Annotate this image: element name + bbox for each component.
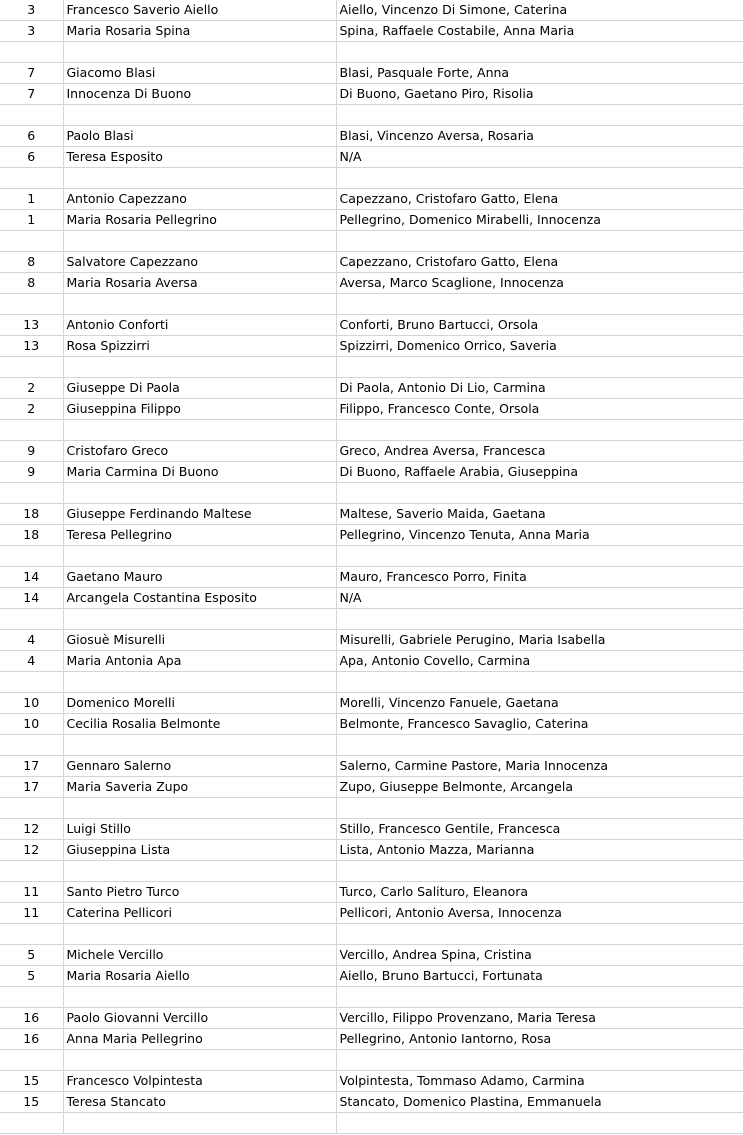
cell-number[interactable]: 13	[0, 336, 63, 357]
cell-parents[interactable]: Pellegrino, Antonio Iantorno, Rosa	[336, 1029, 743, 1050]
cell-number[interactable]	[0, 924, 63, 945]
table-row	[0, 420, 743, 441]
cell-parents[interactable]	[336, 546, 743, 567]
cell-number[interactable]	[0, 546, 63, 567]
cell-parents[interactable]	[336, 294, 743, 315]
table-row	[0, 693, 743, 714]
cell-number[interactable]: 18	[0, 504, 63, 525]
cell-name[interactable]: Antonio Capezzano	[63, 189, 336, 210]
cell-name[interactable]: Teresa Esposito	[63, 147, 336, 168]
cell-name[interactable]	[63, 357, 336, 378]
cell-parents[interactable]: Zupo, Giuseppe Belmonte, Arcangela	[336, 777, 743, 798]
table-row	[0, 294, 743, 315]
cell-name[interactable]: Paolo Giovanni Vercillo	[63, 1008, 336, 1029]
cell-number[interactable]: 14	[0, 588, 63, 609]
cell-parents[interactable]: Apa, Antonio Covello, Carmina	[336, 651, 743, 672]
cell-name[interactable]: Paolo Blasi	[63, 126, 336, 147]
cell-parents[interactable]: Stillo, Francesco Gentile, Francesca	[336, 819, 743, 840]
cell-parents[interactable]	[336, 609, 743, 630]
cell-name[interactable]: Maria Rosaria Spina	[63, 21, 336, 42]
cell-parents[interactable]: Vercillo, Andrea Spina, Cristina	[336, 945, 743, 966]
cell-name[interactable]: Anna Maria Pellegrino	[63, 1029, 336, 1050]
cell-parents[interactable]	[336, 987, 743, 1008]
table-row	[0, 126, 743, 147]
cell-number[interactable]: 2	[0, 399, 63, 420]
cell-parents[interactable]: Lista, Antonio Mazza, Marianna	[336, 840, 743, 861]
table-row	[0, 756, 743, 777]
cell-parents[interactable]: Aversa, Marco Scaglione, Innocenza	[336, 273, 743, 294]
cell-name[interactable]	[63, 294, 336, 315]
cell-name[interactable]: Rosa Spizzirri	[63, 336, 336, 357]
table-row	[0, 882, 743, 903]
cell-name[interactable]	[63, 1050, 336, 1071]
table-row	[0, 567, 743, 588]
cell-number[interactable]: 10	[0, 714, 63, 735]
table-row	[0, 1008, 743, 1029]
cell-name[interactable]: Cristofaro Greco	[63, 441, 336, 462]
cell-number[interactable]: 4	[0, 651, 63, 672]
cell-number[interactable]: 6	[0, 147, 63, 168]
cell-parents[interactable]: Blasi, Pasquale Forte, Anna	[336, 63, 743, 84]
cell-number[interactable]: 4	[0, 630, 63, 651]
cell-name[interactable]: Maria Carmina Di Buono	[63, 462, 336, 483]
cell-parents[interactable]: Pellegrino, Vincenzo Tenuta, Anna Maria	[336, 525, 743, 546]
cell-number[interactable]	[0, 1113, 63, 1134]
cell-name[interactable]: Caterina Pellicori	[63, 903, 336, 924]
cell-parents[interactable]	[336, 1050, 743, 1071]
cell-name[interactable]: Maria Rosaria Aiello	[63, 966, 336, 987]
table-row	[0, 105, 743, 126]
cell-parents[interactable]	[336, 105, 743, 126]
cell-name[interactable]: Maria Saveria Zupo	[63, 777, 336, 798]
cell-parents[interactable]: Vercillo, Filippo Provenzano, Maria Teresa	[336, 1008, 743, 1029]
cell-parents[interactable]: Stancato, Domenico Plastina, Emmanuela	[336, 1092, 743, 1113]
cell-number[interactable]: 1	[0, 189, 63, 210]
cell-parents[interactable]	[336, 735, 743, 756]
cell-name[interactable]: Giosuè Misurelli	[63, 630, 336, 651]
cell-number[interactable]: 9	[0, 441, 63, 462]
cell-name[interactable]: Luigi Stillo	[63, 819, 336, 840]
table-row	[0, 315, 743, 336]
cell-number[interactable]: 11	[0, 903, 63, 924]
cell-number[interactable]: 3	[0, 21, 63, 42]
cell-number[interactable]: 17	[0, 777, 63, 798]
cell-name[interactable]: Salvatore Capezzano	[63, 252, 336, 273]
table-row	[0, 735, 743, 756]
cell-name[interactable]	[63, 609, 336, 630]
cell-parents[interactable]: Greco, Andrea Aversa, Francesca	[336, 441, 743, 462]
cell-parents[interactable]	[336, 168, 743, 189]
cell-parents[interactable]	[336, 42, 743, 63]
cell-parents[interactable]	[336, 1113, 743, 1134]
cell-parents[interactable]: N/A	[336, 588, 743, 609]
cell-name[interactable]: Maria Antonia Apa	[63, 651, 336, 672]
table-row	[0, 399, 743, 420]
cell-number[interactable]: 16	[0, 1008, 63, 1029]
cell-number[interactable]: 5	[0, 966, 63, 987]
cell-parents[interactable]: Salerno, Carmine Pastore, Maria Innocenza	[336, 756, 743, 777]
cell-number[interactable]	[0, 798, 63, 819]
table-row	[0, 63, 743, 84]
table-row	[0, 336, 743, 357]
cell-number[interactable]	[0, 735, 63, 756]
cell-number[interactable]	[0, 1050, 63, 1071]
table-row	[0, 441, 743, 462]
table-row	[0, 1029, 743, 1050]
cell-number[interactable]: 14	[0, 567, 63, 588]
cell-parents[interactable]	[336, 483, 743, 504]
cell-name[interactable]: Gaetano Mauro	[63, 567, 336, 588]
cell-parents[interactable]	[336, 861, 743, 882]
cell-parents[interactable]: Turco, Carlo Salituro, Eleanora	[336, 882, 743, 903]
cell-name[interactable]: Francesco Volpintesta	[63, 1071, 336, 1092]
table-row	[0, 42, 743, 63]
cell-name[interactable]	[63, 168, 336, 189]
cell-name[interactable]: Domenico Morelli	[63, 693, 336, 714]
cell-number[interactable]: 8	[0, 252, 63, 273]
cell-parents[interactable]: Filippo, Francesco Conte, Orsola	[336, 399, 743, 420]
cell-name[interactable]	[63, 798, 336, 819]
cell-name[interactable]: Cecilia Rosalia Belmonte	[63, 714, 336, 735]
cell-parents[interactable]	[336, 231, 743, 252]
table-row	[0, 210, 743, 231]
cell-number[interactable]	[0, 420, 63, 441]
cell-parents[interactable]: Pellicori, Antonio Aversa, Innocenza	[336, 903, 743, 924]
cell-parents[interactable]: Spina, Raffaele Costabile, Anna Maria	[336, 21, 743, 42]
cell-parents[interactable]: Blasi, Vincenzo Aversa, Rosaria	[336, 126, 743, 147]
table-row	[0, 525, 743, 546]
cell-name[interactable]: Santo Pietro Turco	[63, 882, 336, 903]
cell-parents[interactable]: Volpintesta, Tommaso Adamo, Carmina	[336, 1071, 743, 1092]
cell-parents[interactable]: Morelli, Vincenzo Fanuele, Gaetana	[336, 693, 743, 714]
cell-parents[interactable]: Di Buono, Gaetano Piro, Risolia	[336, 84, 743, 105]
cell-number[interactable]	[0, 294, 63, 315]
cell-number[interactable]: 12	[0, 819, 63, 840]
cell-parents[interactable]	[336, 924, 743, 945]
cell-number[interactable]: 3	[0, 0, 63, 21]
cell-number[interactable]: 15	[0, 1071, 63, 1092]
table-row	[0, 861, 743, 882]
cell-name[interactable]	[63, 546, 336, 567]
table-row	[0, 1113, 743, 1134]
table-row	[0, 609, 743, 630]
table-row	[0, 819, 743, 840]
table-row	[0, 966, 743, 987]
cell-number[interactable]	[0, 168, 63, 189]
table-row	[0, 147, 743, 168]
table-row	[0, 798, 743, 819]
cell-number[interactable]	[0, 609, 63, 630]
table-row	[0, 252, 743, 273]
cell-number[interactable]: 12	[0, 840, 63, 861]
cell-parents[interactable]: Aiello, Vincenzo Di Simone, Caterina	[336, 0, 743, 21]
table-row	[0, 231, 743, 252]
cell-number[interactable]: 13	[0, 315, 63, 336]
cell-parents[interactable]: N/A	[336, 147, 743, 168]
cell-name[interactable]	[63, 1113, 336, 1134]
table-row	[0, 378, 743, 399]
cell-number[interactable]	[0, 357, 63, 378]
table-row	[0, 672, 743, 693]
table-row	[0, 21, 743, 42]
cell-parents[interactable]: Capezzano, Cristofaro Gatto, Elena	[336, 189, 743, 210]
table-row	[0, 777, 743, 798]
cell-parents[interactable]	[336, 798, 743, 819]
cell-number[interactable]: 18	[0, 525, 63, 546]
cell-name[interactable]: Teresa Pellegrino	[63, 525, 336, 546]
cell-number[interactable]: 9	[0, 462, 63, 483]
cell-name[interactable]	[63, 105, 336, 126]
cell-number[interactable]: 16	[0, 1029, 63, 1050]
table-row	[0, 1071, 743, 1092]
cell-name[interactable]: Antonio Conforti	[63, 315, 336, 336]
cell-name[interactable]	[63, 735, 336, 756]
cell-number[interactable]	[0, 672, 63, 693]
table-row	[0, 987, 743, 1008]
table-row	[0, 168, 743, 189]
cell-parents[interactable]: Di Paola, Antonio Di Lio, Carmina	[336, 378, 743, 399]
cell-name[interactable]	[63, 231, 336, 252]
cell-parents[interactable]: Spizzirri, Domenico Orrico, Saveria	[336, 336, 743, 357]
cell-number[interactable]	[0, 231, 63, 252]
cell-name[interactable]: Giacomo Blasi	[63, 63, 336, 84]
table-row	[0, 630, 743, 651]
cell-parents[interactable]	[336, 357, 743, 378]
cell-number[interactable]	[0, 483, 63, 504]
cell-name[interactable]	[63, 483, 336, 504]
cell-parents[interactable]: Belmonte, Francesco Savaglio, Caterina	[336, 714, 743, 735]
table-row	[0, 1092, 743, 1113]
cell-name[interactable]	[63, 987, 336, 1008]
cell-name[interactable]: Giuseppina Filippo	[63, 399, 336, 420]
cell-parents[interactable]: Di Buono, Raffaele Arabia, Giuseppina	[336, 462, 743, 483]
cell-number[interactable]: 17	[0, 756, 63, 777]
table-row	[0, 84, 743, 105]
cell-number[interactable]	[0, 42, 63, 63]
cell-parents[interactable]: Capezzano, Cristofaro Gatto, Elena	[336, 252, 743, 273]
cell-name[interactable]: Giuseppe Di Paola	[63, 378, 336, 399]
cell-number[interactable]: 11	[0, 882, 63, 903]
cell-number[interactable]: 5	[0, 945, 63, 966]
cell-number[interactable]: 8	[0, 273, 63, 294]
cell-parents[interactable]: Conforti, Bruno Bartucci, Orsola	[336, 315, 743, 336]
cell-number[interactable]: 10	[0, 693, 63, 714]
cell-name[interactable]: Maria Rosaria Pellegrino	[63, 210, 336, 231]
cell-name[interactable]	[63, 42, 336, 63]
table-row	[0, 546, 743, 567]
table-row	[0, 924, 743, 945]
table-row	[0, 0, 743, 21]
table-row	[0, 1050, 743, 1071]
cell-number[interactable]: 2	[0, 378, 63, 399]
cell-name[interactable]: Gennaro Salerno	[63, 756, 336, 777]
table-row	[0, 714, 743, 735]
table-row	[0, 588, 743, 609]
cell-number[interactable]: 15	[0, 1092, 63, 1113]
cell-parents[interactable]: Maltese, Saverio Maida, Gaetana	[336, 504, 743, 525]
cell-name[interactable]: Innocenza Di Buono	[63, 84, 336, 105]
cell-name[interactable]: Francesco Saverio Aiello	[63, 0, 336, 21]
cell-number[interactable]	[0, 105, 63, 126]
table-row	[0, 840, 743, 861]
cell-name[interactable]: Giuseppina Lista	[63, 840, 336, 861]
cell-name[interactable]: Giuseppe Ferdinando Maltese	[63, 504, 336, 525]
cell-name[interactable]: Teresa Stancato	[63, 1092, 336, 1113]
cell-parents[interactable]: Pellegrino, Domenico Mirabelli, Innocenza	[336, 210, 743, 231]
cell-number[interactable]: 7	[0, 63, 63, 84]
cell-name[interactable]	[63, 672, 336, 693]
cell-number[interactable]: 6	[0, 126, 63, 147]
cell-name[interactable]	[63, 861, 336, 882]
cell-number[interactable]	[0, 861, 63, 882]
table-row	[0, 462, 743, 483]
cell-parents[interactable]	[336, 420, 743, 441]
table-row	[0, 273, 743, 294]
cell-name[interactable]	[63, 420, 336, 441]
cell-name[interactable]	[63, 924, 336, 945]
cell-number[interactable]: 7	[0, 84, 63, 105]
cell-name[interactable]: Arcangela Costantina Esposito	[63, 588, 336, 609]
table-row	[0, 189, 743, 210]
table-row	[0, 504, 743, 525]
table-row	[0, 483, 743, 504]
table-row	[0, 903, 743, 924]
cell-name[interactable]: Maria Rosaria Aversa	[63, 273, 336, 294]
cell-number[interactable]	[0, 987, 63, 1008]
table-row	[0, 945, 743, 966]
cell-parents[interactable]	[336, 672, 743, 693]
cell-name[interactable]: Michele Vercillo	[63, 945, 336, 966]
cell-number[interactable]: 1	[0, 210, 63, 231]
cell-parents[interactable]: Misurelli, Gabriele Perugino, Maria Isabella	[336, 630, 743, 651]
cell-parents[interactable]: Aiello, Bruno Bartucci, Fortunata	[336, 966, 743, 987]
table-row	[0, 357, 743, 378]
cell-parents[interactable]: Mauro, Francesco Porro, Finita	[336, 567, 743, 588]
table-row	[0, 651, 743, 672]
